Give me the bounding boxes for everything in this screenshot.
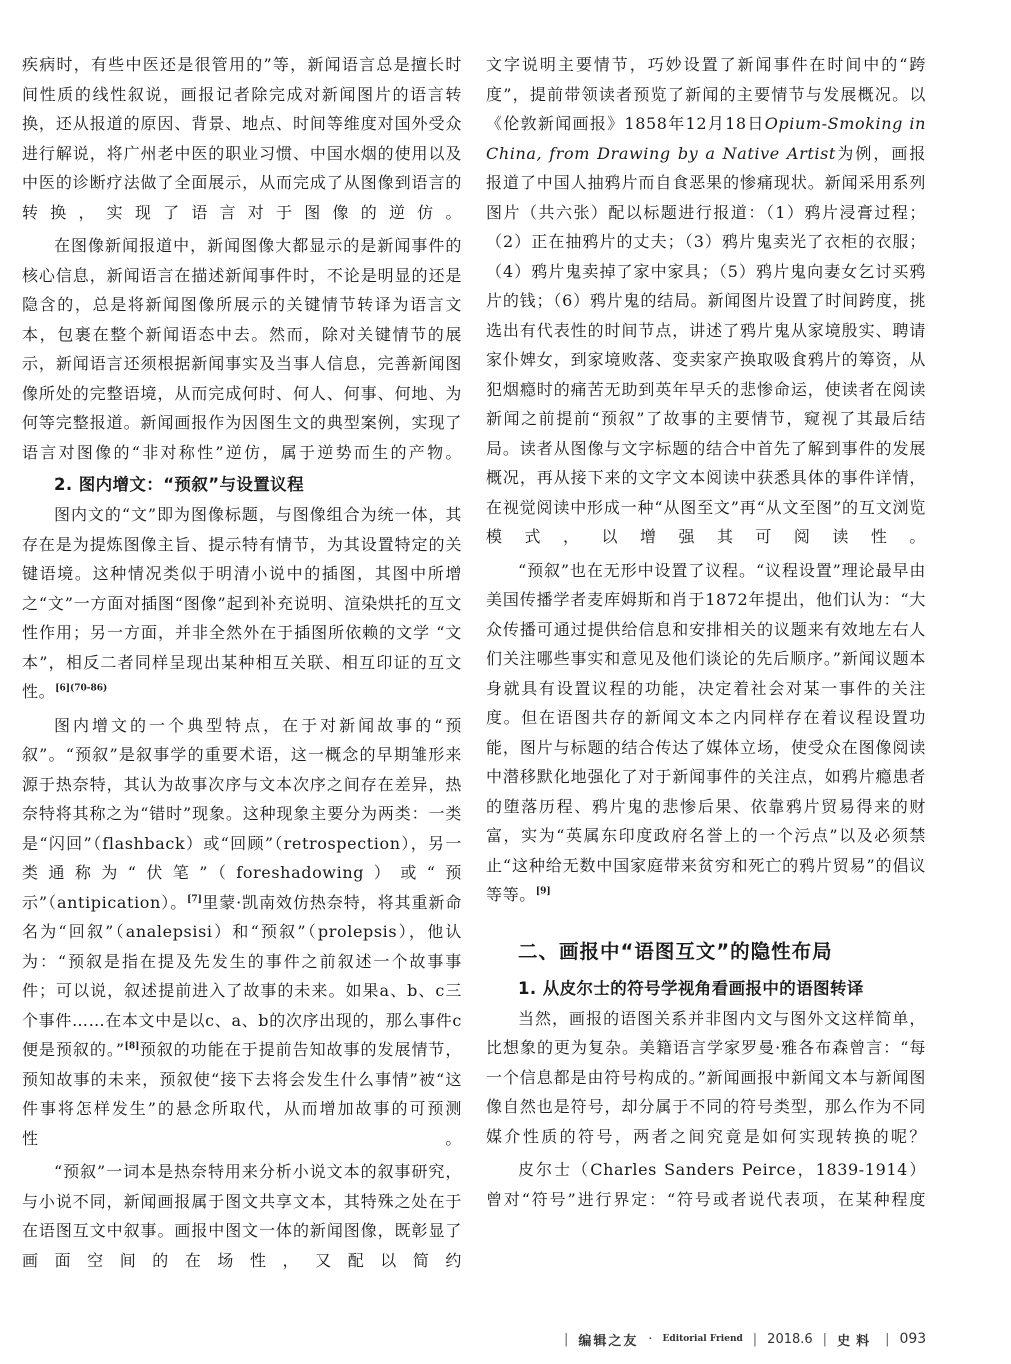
- divider: |: [564, 1331, 569, 1347]
- paragraph-text: 为例，画报报道了中国人抽鸦片而自食恶果的惨痛现状。新闻采用系列图片（共六张）配以标题进行报道：（1）鸦片浸膏过程；（2）正在抽鸦片的丈夫；（3）鸦片鬼卖光了衣柜的衣服；（4）鸦片鬼卖掉了家中家具；（5）鸦片鬼向妻女乞讨买鸦片的钱；（6）鸦片鬼的结局。新闻图片设置了时间跨度，挑选出有代表性的时间节点，讲述了鸦片鬼从家境殷实、聘请家仆婢女，到家境败落、变卖家产换取吸食鸦片的筹资，从犯烟瘾时的痛苦无助到英年早夭的悲惨命运，使读者在阅读新闻之前提前“预叙”了故事的主要情节，窥视了其最后结局。读者从图像与文字标题的结合中首先了解到事件的发展概况，再从接下来的文字文本阅读中获悉具体的事件详情，在视觉阅读中形成一种“从图至文”再“从文至图”的互文浏览模式，以增强其可阅读性。: [486, 143, 926, 546]
- journal-name-en: Editorial Friend: [662, 1334, 743, 1344]
- paragraph: [22, 711, 462, 1154]
- paragraph-text: 图内文的“文”即为图像标题，与图像组合为统一体，其存在是为提炼图像主旨、提示特有情节，为其设置特定的关键语境。这种情况类似于明清小说中的插图，其图中所增之“文”一方面对插图“图像”起到补充说明、渲染烘托的互文性作用；另一方面，并非全然外在于插图所依赖的文学 “文本”，相反二者同样呈现出某种相互关联、相互印证的互文性。: [22, 505, 462, 701]
- paragraph: 当然，画报的语图关系并非图内文与图外文这样简单，比想象的更为复杂。美籍语言学家罗曼·雅各布森曾言：“每一个信息都是由符号构成的。”新闻画报中新闻文本与新闻图像自然也是符号，却分属于不同的符号类型，那么作为不同媒介性质的符号，两者之间究竟是如何实现转换的呢？: [486, 1008, 926, 1146]
- left-column: [22, 50, 462, 1275]
- page-number: 093: [899, 1331, 927, 1347]
- dot-separator: ·: [648, 1331, 653, 1347]
- paragraph: 在图像新闻报道中，新闻图像大都显示的是新闻事件的核心信息，新闻语言在描述新闻事件时，不论是明显的还是隐含的，总是将新闻图像所展示的关键情节转译为语言文本，包裹在整个新闻语态中去。然而，除对关键情节的展示，新闻语言还须根据新闻事实及当事人信息，完善新闻图像所处的完整语境，从而完成何时、何人、何事、何地、为何等完整报道。新闻画报作为因图生文的典型案例，实现了语言对图像的“非对称性”逆仿，属于逆势而生的产物。: [22, 236, 462, 462]
- section-name: 史料: [837, 1333, 876, 1349]
- paragraph-text: 文字说明主要情节，巧妙设置了新闻事件在时间中的“跨度”，提前带领读者预览了新闻的主要情节与发展概况。以《伦敦新闻画报》1858年12月18日: [486, 55, 926, 133]
- divider: |: [752, 1331, 758, 1347]
- citation-ref: [9]: [535, 886, 551, 897]
- paragraph: “预叙”一词本是热奈特用来分析小说文本的叙事研究，与小说不同，新闻画报属于图文共享文本，其特殊之处在于在语图互文中叙事。画报中图文一体的新闻图像，既彰显了画面空间的在场性，又配以简约: [22, 1162, 462, 1270]
- paragraph: [486, 556, 926, 910]
- section-heading: 二、画报中“语图互文”的隐性布局: [518, 939, 833, 963]
- paragraph: [486, 50, 926, 552]
- citation-ref: [6](70-86): [55, 683, 108, 694]
- paragraph: [22, 500, 462, 707]
- divider: |: [822, 1331, 828, 1347]
- article-title: Opium-Smoking in China, from Drawing by a Native Artist: [486, 114, 926, 163]
- citation-ref: [7]: [187, 894, 202, 905]
- subsection-heading: 1. 从皮尔士的符号学视角看画报中的语图转译: [518, 978, 864, 998]
- issue-number: 2018.6: [767, 1331, 813, 1347]
- paragraph-text: 预叙的功能在于提前告知故事的发展情节，预知故事的未来，预叙使“接下去将会发生什么事情”被“这件事将怎样发生”的悬念所取代，从而增加故事的可预测性。: [22, 1040, 462, 1148]
- divider: |: [885, 1331, 890, 1347]
- paragraph-text: “预叙”也在无形中设置了议程。“议程设置”理论最早由美国传播学者麦库姆斯和肖于1872年提出，他们认为：“大众传播可通过提供给信息和安排相关的议题来有效地左右人们关注哪些事实和意见及他们谈论的先后顺序。”新闻议题本身就具有设置议程的功能，决定着社会对某一事件的关注度。但在语图共存的新闻文本之内同样存在着议程设置功能，图片与标题的结合传达了媒体立场，使受众在图像阅读中潜移默化地强化了对于新闻事件的关注点，如鸦片瘾患者的堕落历程、鸦片鬼的悲惨后果、依靠鸦片贸易得来的财富，实为“英属东印度政府名誉上的一个污点”以及必须禁止“这种给无数中国家庭带来贫穷和死亡的鸦片贸易”的倡议等等。: [486, 560, 926, 904]
- paragraph: 疾病时，有些中医还是很管用的”等，新闻语言总是擅长时间性质的线性叙说，画报记者除完成对新闻图片的语言转换，还从报道的原因、背景、地点、时间等维度对国外受众进行解说，将广州老中医的职业习惯、中国水烟的使用以及中医的诊断疗法做了全面展示，从而完成了从图像到语言的转换，实现了语言对于图像的逆仿。: [22, 55, 462, 222]
- journal-name: 编辑之友: [578, 1333, 639, 1349]
- citation-ref: [8]: [124, 1041, 140, 1052]
- paragraph: 皮尔士（Charles Sanders Peirce，1839-1914）曾对“符号”进行界定：“符号或者说代表项，在某种程度: [486, 1160, 926, 1209]
- paragraph-text: 图内增文的一个典型特点，在于对新闻故事的“预叙”。“预叙”是叙事学的重要术语，这一概念的早期雏形来源于热奈特，其认为故事次序与文本次序之间存在差异，热奈特将其称之为“错时”现象。这种现象主要分为两类：一类是“闪回”（flashback）或“回顾”（retrospection），另一类通称为“伏笔”（foreshadowing）或“预示”（antipication）。: [22, 715, 462, 912]
- right-column: [486, 50, 926, 1214]
- section-heading: 2. 图内增文：“预叙”与设置议程: [54, 475, 304, 494]
- page-footer: [564, 1326, 1004, 1352]
- paragraph-text: 里蒙·凯南效仿热奈特，将其重新命名为“回叙”（analepsisi）和“预叙”（prolepsis），他认为：“预叙是指在提及先发生的事件之前叙述一个故事事件；可以说，叙述提前进入了故事的未来。如果a、b、c三个事件……在本文中是以c、a、b的次序出现的，那么事件c便是预叙的。”: [22, 892, 462, 1059]
